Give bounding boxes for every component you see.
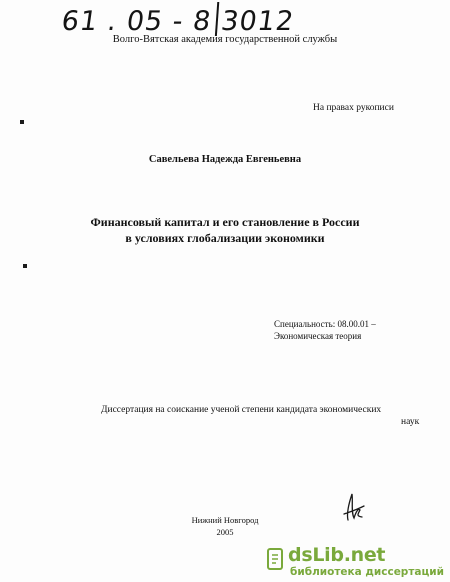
dslib-logo-text: dsLib.net [288,544,386,566]
dslib-logo-icon [266,546,284,572]
title-line-1: Финансовый капитал и его становление в России [90,215,360,229]
scan-mark [20,120,24,124]
specialty-block [274,318,376,342]
title-line-2: в условиях глобализации экономики [125,231,325,245]
dissertation-title [0,214,450,246]
publication-place: Нижний Новгород [191,515,259,525]
organization-name: Волго-Вятская академия государственной службы [112,34,338,45]
handwritten-number-right: 3012 [219,6,297,37]
degree-statement-line-1: Диссертация на соискание ученой степени кандидата экономических [101,405,382,415]
publication-year: 2005 [216,527,234,537]
dslib-subtitle: библиотека диссертаций [290,566,444,578]
specialty-name: Экономическая теория [274,331,362,341]
dslib-watermark [288,544,444,578]
scan-mark [23,264,27,268]
author-name: Савельева Надежда Евгеньевна [148,154,302,165]
publication-info [0,514,450,538]
manuscript-rights-note: На правах рукописи [313,103,394,113]
handwritten-divider [214,2,218,36]
handwritten-number-left: 61 . 05 - 8 [59,6,214,37]
handwritten-catalog-number [60,2,297,37]
specialty-code: Специальность: 08.00.01 – [274,319,376,329]
degree-statement [101,404,419,428]
degree-statement-line-2: наук [401,417,420,427]
